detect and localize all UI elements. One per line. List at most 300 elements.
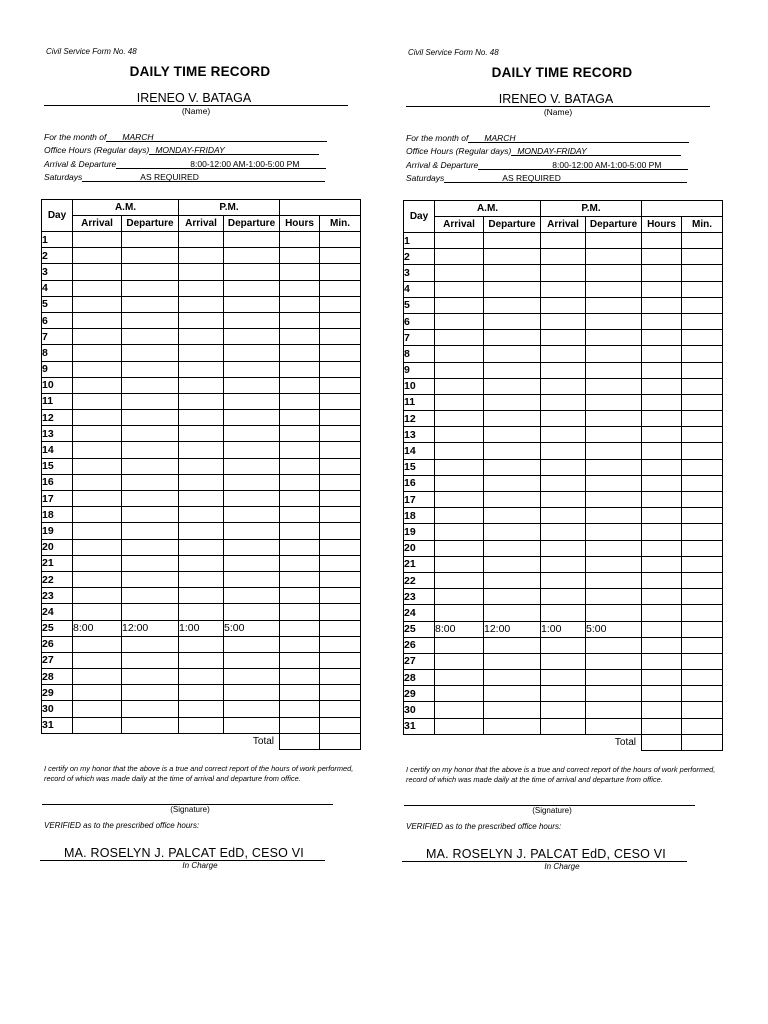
- am-arrival-cell[interactable]: [73, 588, 122, 604]
- am-arrival-cell[interactable]: [435, 556, 484, 572]
- am-departure-cell[interactable]: [484, 637, 541, 653]
- am-arrival-cell[interactable]: [435, 443, 484, 459]
- hours-cell[interactable]: [280, 685, 320, 701]
- am-departure-cell[interactable]: [122, 361, 179, 377]
- am-arrival-cell[interactable]: [435, 492, 484, 508]
- am-arrival-cell[interactable]: [435, 249, 484, 265]
- hours-cell[interactable]: [280, 636, 320, 652]
- hours-cell[interactable]: [280, 507, 320, 523]
- pm-arrival-cell[interactable]: [179, 248, 224, 264]
- am-departure-cell[interactable]: [484, 249, 541, 265]
- minutes-cell[interactable]: [320, 474, 361, 490]
- minutes-cell[interactable]: [320, 458, 361, 474]
- minutes-cell[interactable]: [320, 410, 361, 426]
- am-arrival-cell[interactable]: [435, 362, 484, 378]
- hours-cell[interactable]: [280, 539, 320, 555]
- pm-arrival-cell[interactable]: [541, 346, 586, 362]
- pm-departure-cell[interactable]: [224, 507, 280, 523]
- am-arrival-cell[interactable]: [73, 248, 122, 264]
- minutes-cell[interactable]: [320, 588, 361, 604]
- am-departure-cell[interactable]: [122, 264, 179, 280]
- minutes-cell[interactable]: [320, 555, 361, 571]
- am-departure-cell[interactable]: 12:00: [484, 621, 541, 637]
- minutes-cell[interactable]: [682, 313, 723, 329]
- am-arrival-cell[interactable]: [435, 378, 484, 394]
- pm-arrival-cell[interactable]: [541, 524, 586, 540]
- hours-cell[interactable]: [642, 394, 682, 410]
- am-departure-cell[interactable]: [122, 329, 179, 345]
- am-arrival-cell[interactable]: [73, 717, 122, 733]
- minutes-cell[interactable]: [320, 442, 361, 458]
- am-departure-cell[interactable]: [484, 378, 541, 394]
- minutes-cell[interactable]: [320, 248, 361, 264]
- hours-cell[interactable]: [280, 393, 320, 409]
- am-departure-cell[interactable]: [122, 345, 179, 361]
- pm-arrival-cell[interactable]: [541, 540, 586, 556]
- pm-arrival-cell[interactable]: [179, 345, 224, 361]
- minutes-cell[interactable]: [320, 539, 361, 555]
- am-arrival-cell[interactable]: [435, 670, 484, 686]
- am-departure-cell[interactable]: [122, 539, 179, 555]
- am-arrival-cell[interactable]: [73, 701, 122, 717]
- am-departure-cell[interactable]: [122, 685, 179, 701]
- am-departure-cell[interactable]: [122, 232, 179, 248]
- pm-departure-cell[interactable]: [224, 280, 280, 296]
- minutes-cell[interactable]: [320, 669, 361, 685]
- am-departure-cell[interactable]: [484, 540, 541, 556]
- pm-departure-cell[interactable]: [224, 701, 280, 717]
- am-arrival-cell[interactable]: [73, 491, 122, 507]
- hours-cell[interactable]: [642, 378, 682, 394]
- minutes-cell[interactable]: [682, 556, 723, 572]
- pm-arrival-cell[interactable]: [179, 539, 224, 555]
- am-departure-cell[interactable]: [484, 459, 541, 475]
- pm-arrival-cell[interactable]: [541, 508, 586, 524]
- pm-departure-cell[interactable]: [224, 604, 280, 620]
- minutes-cell[interactable]: [320, 604, 361, 620]
- pm-arrival-cell[interactable]: [179, 442, 224, 458]
- hours-cell[interactable]: [280, 280, 320, 296]
- pm-departure-cell[interactable]: [224, 232, 280, 248]
- am-arrival-cell[interactable]: [435, 330, 484, 346]
- am-departure-cell[interactable]: [484, 589, 541, 605]
- pm-arrival-cell[interactable]: [541, 492, 586, 508]
- pm-arrival-cell[interactable]: [541, 589, 586, 605]
- am-departure-cell[interactable]: 12:00: [122, 620, 179, 636]
- am-arrival-cell[interactable]: [435, 637, 484, 653]
- minutes-cell[interactable]: [682, 702, 723, 718]
- am-arrival-cell[interactable]: [435, 346, 484, 362]
- am-departure-cell[interactable]: [484, 718, 541, 734]
- pm-arrival-cell[interactable]: [179, 685, 224, 701]
- hours-cell[interactable]: [280, 571, 320, 587]
- pm-departure-cell[interactable]: [586, 653, 642, 669]
- minutes-cell[interactable]: [682, 621, 723, 637]
- pm-arrival-cell[interactable]: 1:00: [541, 621, 586, 637]
- minutes-cell[interactable]: [682, 492, 723, 508]
- pm-departure-cell[interactable]: [586, 378, 642, 394]
- minutes-cell[interactable]: [320, 685, 361, 701]
- minutes-cell[interactable]: [682, 281, 723, 297]
- pm-arrival-cell[interactable]: [179, 296, 224, 312]
- pm-arrival-cell[interactable]: [179, 312, 224, 328]
- pm-departure-cell[interactable]: [224, 426, 280, 442]
- pm-departure-cell[interactable]: [586, 362, 642, 378]
- pm-departure-cell[interactable]: [224, 523, 280, 539]
- hours-cell[interactable]: [280, 361, 320, 377]
- pm-departure-cell[interactable]: [224, 458, 280, 474]
- pm-arrival-cell[interactable]: [179, 523, 224, 539]
- minutes-cell[interactable]: [682, 605, 723, 621]
- pm-arrival-cell[interactable]: [541, 394, 586, 410]
- pm-departure-cell[interactable]: [586, 637, 642, 653]
- am-departure-cell[interactable]: [484, 427, 541, 443]
- pm-arrival-cell[interactable]: [541, 556, 586, 572]
- pm-departure-cell[interactable]: [586, 475, 642, 491]
- pm-departure-cell[interactable]: [224, 312, 280, 328]
- am-departure-cell[interactable]: [122, 280, 179, 296]
- am-arrival-cell[interactable]: [73, 312, 122, 328]
- am-departure-cell[interactable]: [122, 701, 179, 717]
- pm-departure-cell[interactable]: [586, 249, 642, 265]
- pm-arrival-cell[interactable]: [541, 233, 586, 249]
- pm-arrival-cell[interactable]: [179, 555, 224, 571]
- minutes-cell[interactable]: [320, 232, 361, 248]
- hours-cell[interactable]: [642, 508, 682, 524]
- pm-departure-cell[interactable]: [586, 524, 642, 540]
- minutes-cell[interactable]: [320, 280, 361, 296]
- hours-cell[interactable]: [642, 702, 682, 718]
- pm-arrival-cell[interactable]: [541, 605, 586, 621]
- pm-arrival-cell[interactable]: [179, 458, 224, 474]
- hours-cell[interactable]: [280, 458, 320, 474]
- pm-departure-cell[interactable]: [586, 605, 642, 621]
- minutes-cell[interactable]: [320, 652, 361, 668]
- hours-cell[interactable]: [280, 701, 320, 717]
- pm-arrival-cell[interactable]: [179, 507, 224, 523]
- am-arrival-cell[interactable]: [435, 459, 484, 475]
- minutes-cell[interactable]: [682, 589, 723, 605]
- minutes-cell[interactable]: [320, 701, 361, 717]
- am-departure-cell[interactable]: [122, 248, 179, 264]
- am-arrival-cell[interactable]: [435, 508, 484, 524]
- minutes-cell[interactable]: [320, 717, 361, 733]
- pm-departure-cell[interactable]: [224, 361, 280, 377]
- am-departure-cell[interactable]: [484, 556, 541, 572]
- am-departure-cell[interactable]: [122, 523, 179, 539]
- pm-departure-cell[interactable]: [224, 669, 280, 685]
- pm-arrival-cell[interactable]: [541, 313, 586, 329]
- pm-departure-cell[interactable]: [586, 313, 642, 329]
- hours-cell[interactable]: [280, 717, 320, 733]
- am-arrival-cell[interactable]: [435, 702, 484, 718]
- minutes-cell[interactable]: [682, 330, 723, 346]
- am-arrival-cell[interactable]: [435, 653, 484, 669]
- pm-arrival-cell[interactable]: [541, 411, 586, 427]
- pm-departure-cell[interactable]: [224, 474, 280, 490]
- am-arrival-cell[interactable]: [73, 345, 122, 361]
- am-departure-cell[interactable]: [122, 652, 179, 668]
- am-departure-cell[interactable]: [484, 572, 541, 588]
- pm-departure-cell[interactable]: [224, 588, 280, 604]
- am-arrival-cell[interactable]: [73, 555, 122, 571]
- pm-departure-cell[interactable]: [586, 492, 642, 508]
- am-arrival-cell[interactable]: [435, 265, 484, 281]
- am-departure-cell[interactable]: [122, 636, 179, 652]
- am-departure-cell[interactable]: [122, 377, 179, 393]
- pm-arrival-cell[interactable]: [179, 280, 224, 296]
- pm-arrival-cell[interactable]: [179, 361, 224, 377]
- minutes-cell[interactable]: [682, 362, 723, 378]
- pm-departure-cell[interactable]: [224, 491, 280, 507]
- minutes-cell[interactable]: [320, 491, 361, 507]
- am-arrival-cell[interactable]: [73, 652, 122, 668]
- pm-arrival-cell[interactable]: [179, 652, 224, 668]
- pm-arrival-cell[interactable]: [541, 670, 586, 686]
- pm-departure-cell[interactable]: [586, 297, 642, 313]
- pm-arrival-cell[interactable]: [541, 265, 586, 281]
- hours-cell[interactable]: [642, 637, 682, 653]
- am-departure-cell[interactable]: [122, 555, 179, 571]
- am-departure-cell[interactable]: [122, 474, 179, 490]
- am-departure-cell[interactable]: [122, 393, 179, 409]
- am-arrival-cell[interactable]: [73, 361, 122, 377]
- am-arrival-cell[interactable]: [73, 393, 122, 409]
- pm-arrival-cell[interactable]: [179, 410, 224, 426]
- minutes-cell[interactable]: [682, 346, 723, 362]
- hours-cell[interactable]: [642, 362, 682, 378]
- hours-cell[interactable]: [642, 427, 682, 443]
- pm-arrival-cell[interactable]: [541, 718, 586, 734]
- am-arrival-cell[interactable]: [73, 685, 122, 701]
- pm-departure-cell[interactable]: [586, 589, 642, 605]
- minutes-cell[interactable]: [320, 377, 361, 393]
- am-arrival-cell[interactable]: [73, 329, 122, 345]
- am-arrival-cell[interactable]: [435, 589, 484, 605]
- hours-cell[interactable]: [642, 249, 682, 265]
- minutes-cell[interactable]: [682, 540, 723, 556]
- am-departure-cell[interactable]: [484, 313, 541, 329]
- pm-departure-cell[interactable]: [224, 571, 280, 587]
- pm-arrival-cell[interactable]: [179, 717, 224, 733]
- am-departure-cell[interactable]: [484, 265, 541, 281]
- am-arrival-cell[interactable]: [73, 539, 122, 555]
- pm-arrival-cell[interactable]: [541, 249, 586, 265]
- am-departure-cell[interactable]: [484, 524, 541, 540]
- minutes-cell[interactable]: [682, 718, 723, 734]
- am-arrival-cell[interactable]: [435, 313, 484, 329]
- am-departure-cell[interactable]: [484, 508, 541, 524]
- pm-departure-cell[interactable]: [586, 556, 642, 572]
- hours-cell[interactable]: [642, 556, 682, 572]
- pm-arrival-cell[interactable]: [179, 491, 224, 507]
- pm-departure-cell[interactable]: [224, 442, 280, 458]
- pm-arrival-cell[interactable]: [179, 474, 224, 490]
- minutes-cell[interactable]: [682, 508, 723, 524]
- am-arrival-cell[interactable]: [73, 410, 122, 426]
- minutes-cell[interactable]: [320, 426, 361, 442]
- pm-arrival-cell[interactable]: [541, 330, 586, 346]
- hours-cell[interactable]: [642, 330, 682, 346]
- pm-arrival-cell[interactable]: [541, 378, 586, 394]
- hours-cell[interactable]: [642, 653, 682, 669]
- pm-arrival-cell[interactable]: [179, 669, 224, 685]
- pm-departure-cell[interactable]: [224, 636, 280, 652]
- hours-cell[interactable]: [280, 248, 320, 264]
- pm-departure-cell[interactable]: [224, 377, 280, 393]
- minutes-cell[interactable]: [682, 427, 723, 443]
- am-departure-cell[interactable]: [484, 297, 541, 313]
- am-departure-cell[interactable]: [484, 330, 541, 346]
- hours-cell[interactable]: [280, 474, 320, 490]
- pm-departure-cell[interactable]: [586, 394, 642, 410]
- minutes-cell[interactable]: [320, 264, 361, 280]
- hours-cell[interactable]: [642, 346, 682, 362]
- pm-arrival-cell[interactable]: [541, 427, 586, 443]
- hours-cell[interactable]: [280, 604, 320, 620]
- pm-departure-cell[interactable]: [586, 686, 642, 702]
- am-departure-cell[interactable]: [484, 411, 541, 427]
- am-departure-cell[interactable]: [484, 686, 541, 702]
- am-departure-cell[interactable]: [122, 571, 179, 587]
- hours-cell[interactable]: [642, 475, 682, 491]
- pm-departure-cell[interactable]: [586, 265, 642, 281]
- hours-cell[interactable]: [642, 540, 682, 556]
- am-arrival-cell[interactable]: [73, 264, 122, 280]
- hours-cell[interactable]: [280, 652, 320, 668]
- am-departure-cell[interactable]: [122, 491, 179, 507]
- am-arrival-cell[interactable]: 8:00: [73, 620, 122, 636]
- pm-arrival-cell[interactable]: [179, 264, 224, 280]
- pm-departure-cell[interactable]: [224, 652, 280, 668]
- pm-departure-cell[interactable]: [586, 670, 642, 686]
- minutes-cell[interactable]: [320, 523, 361, 539]
- am-departure-cell[interactable]: [122, 442, 179, 458]
- pm-departure-cell[interactable]: 5:00: [224, 620, 280, 636]
- am-departure-cell[interactable]: [122, 458, 179, 474]
- am-arrival-cell[interactable]: [73, 523, 122, 539]
- pm-departure-cell[interactable]: [586, 540, 642, 556]
- pm-departure-cell[interactable]: [586, 281, 642, 297]
- am-arrival-cell[interactable]: [73, 280, 122, 296]
- am-arrival-cell[interactable]: [73, 426, 122, 442]
- hours-cell[interactable]: [280, 555, 320, 571]
- am-arrival-cell[interactable]: [435, 475, 484, 491]
- am-departure-cell[interactable]: [484, 670, 541, 686]
- hours-cell[interactable]: [642, 492, 682, 508]
- am-departure-cell[interactable]: [484, 492, 541, 508]
- hours-cell[interactable]: [642, 686, 682, 702]
- minutes-cell[interactable]: [682, 670, 723, 686]
- pm-arrival-cell[interactable]: [541, 572, 586, 588]
- hours-cell[interactable]: [280, 377, 320, 393]
- am-arrival-cell[interactable]: [73, 474, 122, 490]
- hours-cell[interactable]: [280, 442, 320, 458]
- minutes-cell[interactable]: [320, 507, 361, 523]
- am-departure-cell[interactable]: [122, 717, 179, 733]
- pm-arrival-cell[interactable]: [541, 653, 586, 669]
- hours-cell[interactable]: [280, 345, 320, 361]
- am-arrival-cell[interactable]: [435, 686, 484, 702]
- pm-arrival-cell[interactable]: [179, 588, 224, 604]
- am-arrival-cell[interactable]: 8:00: [435, 621, 484, 637]
- hours-cell[interactable]: [642, 297, 682, 313]
- minutes-cell[interactable]: [682, 475, 723, 491]
- am-departure-cell[interactable]: [484, 702, 541, 718]
- pm-arrival-cell[interactable]: [179, 232, 224, 248]
- minutes-cell[interactable]: [682, 443, 723, 459]
- hours-cell[interactable]: [642, 281, 682, 297]
- minutes-cell[interactable]: [682, 572, 723, 588]
- am-departure-cell[interactable]: [484, 605, 541, 621]
- am-arrival-cell[interactable]: [73, 636, 122, 652]
- pm-departure-cell[interactable]: 5:00: [586, 621, 642, 637]
- hours-cell[interactable]: [642, 233, 682, 249]
- am-departure-cell[interactable]: [484, 394, 541, 410]
- pm-arrival-cell[interactable]: [179, 571, 224, 587]
- pm-arrival-cell[interactable]: [179, 636, 224, 652]
- am-departure-cell[interactable]: [122, 588, 179, 604]
- am-arrival-cell[interactable]: [435, 427, 484, 443]
- hours-cell[interactable]: [280, 264, 320, 280]
- am-arrival-cell[interactable]: [73, 296, 122, 312]
- hours-cell[interactable]: [280, 588, 320, 604]
- am-arrival-cell[interactable]: [73, 507, 122, 523]
- pm-departure-cell[interactable]: [224, 555, 280, 571]
- minutes-cell[interactable]: [682, 637, 723, 653]
- pm-arrival-cell[interactable]: [541, 297, 586, 313]
- am-arrival-cell[interactable]: [73, 669, 122, 685]
- am-arrival-cell[interactable]: [435, 718, 484, 734]
- hours-cell[interactable]: [280, 410, 320, 426]
- minutes-cell[interactable]: [682, 233, 723, 249]
- am-departure-cell[interactable]: [122, 296, 179, 312]
- minutes-cell[interactable]: [320, 393, 361, 409]
- pm-departure-cell[interactable]: [586, 718, 642, 734]
- pm-departure-cell[interactable]: [586, 346, 642, 362]
- am-arrival-cell[interactable]: [435, 524, 484, 540]
- pm-departure-cell[interactable]: [224, 685, 280, 701]
- minutes-cell[interactable]: [320, 312, 361, 328]
- am-departure-cell[interactable]: [484, 362, 541, 378]
- am-arrival-cell[interactable]: [435, 233, 484, 249]
- am-departure-cell[interactable]: [484, 281, 541, 297]
- hours-cell[interactable]: [280, 232, 320, 248]
- minutes-cell[interactable]: [682, 297, 723, 313]
- minutes-cell[interactable]: [320, 345, 361, 361]
- minutes-cell[interactable]: [682, 378, 723, 394]
- minutes-cell[interactable]: [682, 653, 723, 669]
- hours-cell[interactable]: [642, 524, 682, 540]
- pm-arrival-cell[interactable]: [541, 702, 586, 718]
- minutes-cell[interactable]: [320, 329, 361, 345]
- minutes-cell[interactable]: [320, 636, 361, 652]
- hours-cell[interactable]: [642, 572, 682, 588]
- hours-cell[interactable]: [280, 312, 320, 328]
- am-arrival-cell[interactable]: [73, 458, 122, 474]
- pm-departure-cell[interactable]: [224, 410, 280, 426]
- pm-departure-cell[interactable]: [586, 427, 642, 443]
- minutes-cell[interactable]: [320, 620, 361, 636]
- am-departure-cell[interactable]: [122, 426, 179, 442]
- am-arrival-cell[interactable]: [435, 281, 484, 297]
- hours-cell[interactable]: [642, 718, 682, 734]
- am-arrival-cell[interactable]: [435, 540, 484, 556]
- hours-cell[interactable]: [280, 669, 320, 685]
- minutes-cell[interactable]: [682, 394, 723, 410]
- pm-arrival-cell[interactable]: [541, 475, 586, 491]
- pm-departure-cell[interactable]: [224, 717, 280, 733]
